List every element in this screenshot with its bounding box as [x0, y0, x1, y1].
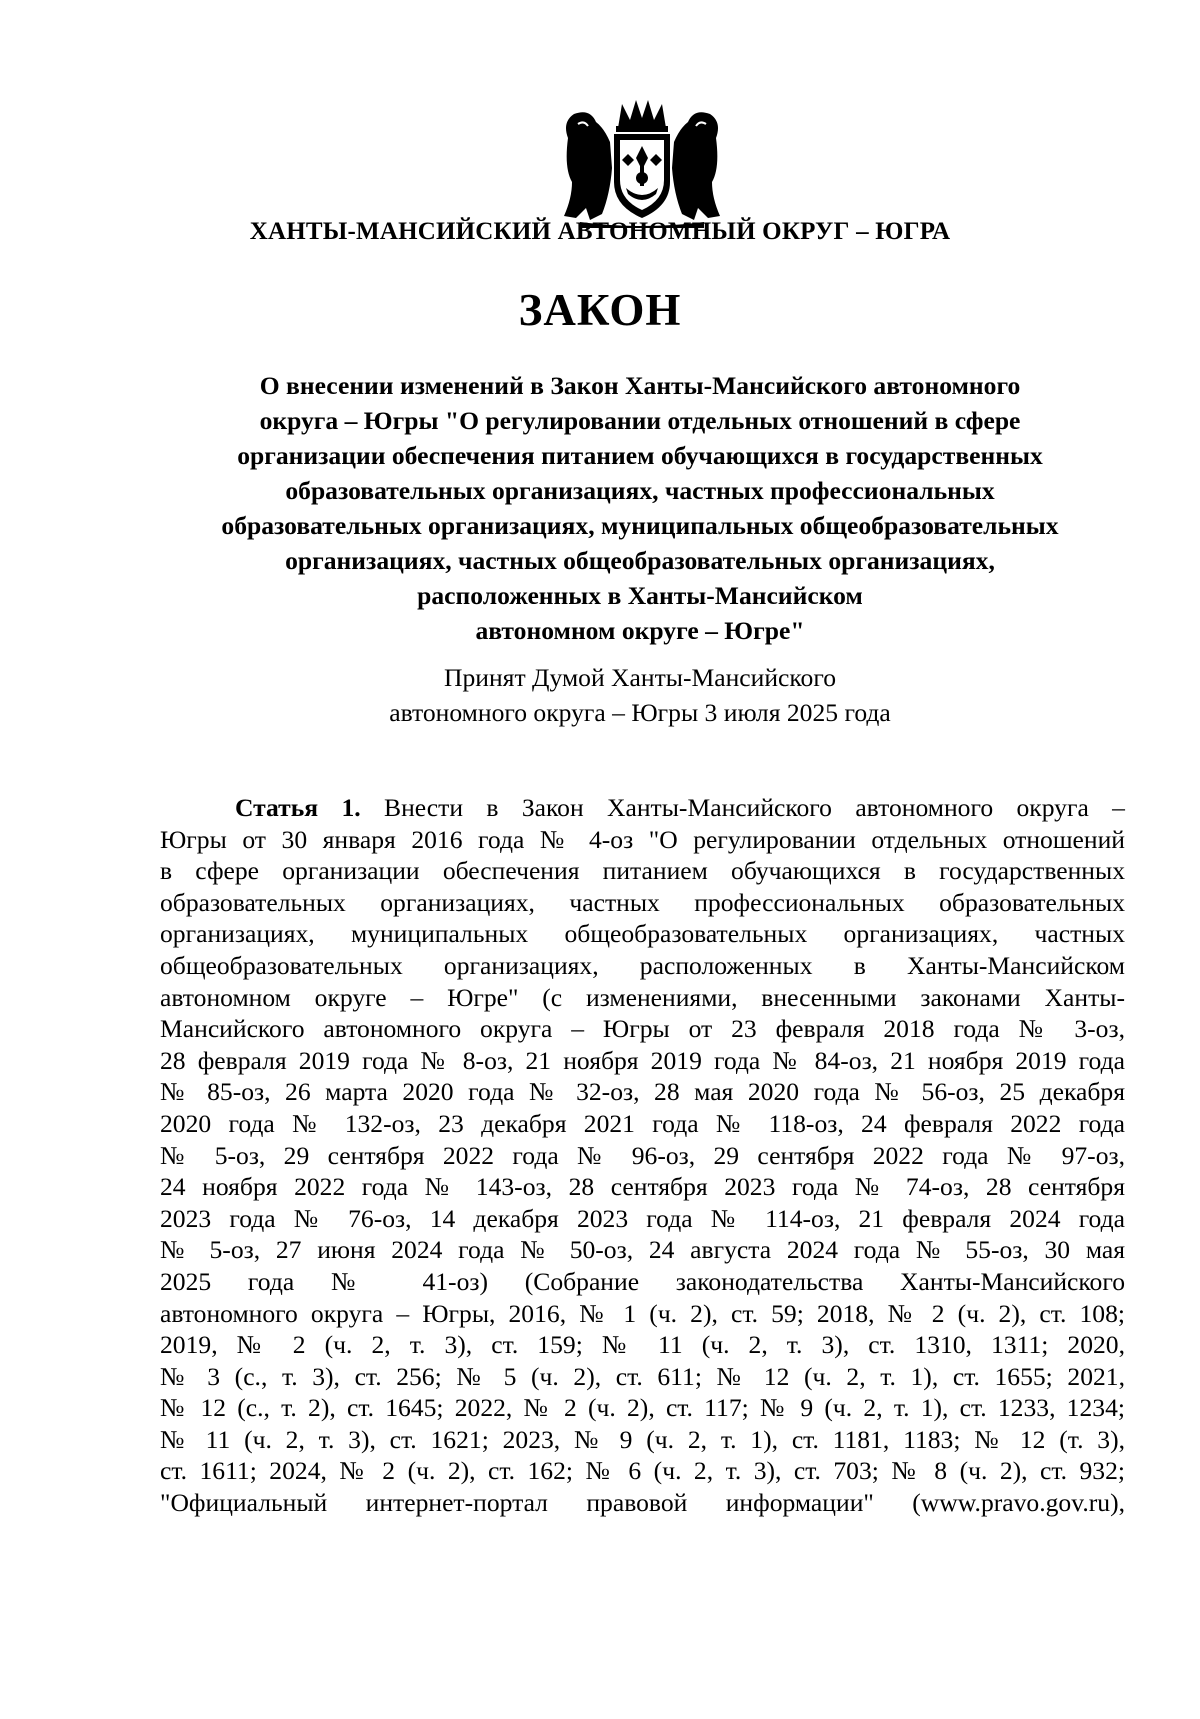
article-line: 2025 года № 41-оз) (Собрание законодательства Ханты-Мансийского — [160, 1266, 1125, 1296]
article-line: № 5-оз, 27 июня 2024 года № 50-оз, 24 августа 2024 года № 55-оз, 30 мая — [160, 1235, 1125, 1265]
article-1-text — [160, 792, 1125, 1519]
subject-line: организациях, частных общеобразовательных организациях, — [285, 546, 995, 575]
subject-line: округа – Югры "О регулировании отдельных отношений в сфере — [259, 406, 1021, 435]
law-subject-title — [150, 368, 1130, 648]
article-label: Статья 1. — [235, 793, 361, 822]
article-line: автономного округа – Югры, 2016, № 1 (ч. 2), ст. 59; 2018, № 2 (ч. 2), ст. 108; — [160, 1298, 1125, 1328]
article-line: № 3 (с., т. 3), ст. 256; № 5 (ч. 2), ст. 611; № 12 (ч. 2, т. 1), ст. 1655; 2021, — [160, 1361, 1125, 1391]
coat-of-arms-emblem — [560, 98, 724, 228]
article-line: Югры от 30 января 2016 года № 4-оз "О регулировании отдельных отношений — [160, 824, 1125, 854]
article-line: "Официальный интернет-портал правовой информации" (www.pravo.gov.ru), — [160, 1488, 1125, 1518]
article-line: Мансийского автономного округа – Югры от 23 февраля 2018 года № 3-оз, — [160, 1014, 1125, 1044]
article-line: организациях, муниципальных общеобразовательных организациях, частных — [160, 919, 1125, 949]
adoption-line: Принят Думой Ханты-Мансийского — [444, 663, 836, 692]
adoption-note — [150, 660, 1130, 730]
article-line: № 85-оз, 26 марта 2020 года № 32-оз, 28 мая 2020 года № 56-оз, 25 декабря — [160, 1077, 1125, 1107]
subject-line: О внесении изменений в Закон Ханты-Мансийского автономного — [259, 371, 1021, 400]
article-line: № 11 (ч. 2, т. 3), ст. 1621; 2023, № 9 (ч. 2, т. 1), ст. 1181, 1183; № 12 (т. 3), — [160, 1424, 1125, 1454]
article-line: 28 февраля 2019 года № 8-оз, 21 ноября 2019 года № 84-оз, 21 ноября 2019 года — [160, 1045, 1125, 1075]
subject-line: расположенных в Ханты-Мансийском — [417, 581, 863, 610]
article-line: № 12 (с., т. 2), ст. 1645; 2022, № 2 (ч. 2), ст. 117; № 9 (ч. 2, т. 1), ст. 1233, 1234; — [160, 1393, 1125, 1423]
article-line: 2020 года № 132-оз, 23 декабря 2021 года № 118-оз, 24 февраля 2022 года — [160, 1108, 1125, 1138]
subject-line: образовательных организациях, частных профессиональных — [285, 476, 995, 505]
article-line: 2023 года № 76-оз, 14 декабря 2023 года № 114-оз, 21 февраля 2024 года — [160, 1203, 1125, 1233]
article-line: автономном округе – Югре" (с изменениями, внесенными законами Ханты- — [160, 982, 1125, 1012]
subject-line: образовательных организациях, муниципальных общеобразовательных — [221, 511, 1059, 540]
document-type-title: ЗАКОН — [518, 285, 682, 335]
article-first-line-text: Внести в Закон Ханты-Мансийского автономного округа – — [384, 793, 1125, 822]
region-heading: ХАНТЫ-МАНСИЙСКИЙ АВТОНОМНЫЙ ОКРУГ – ЮГРА — [249, 218, 951, 245]
article-line: 24 ноября 2022 года № 143-оз, 28 сентября 2023 года № 74-оз, 28 сентября — [160, 1172, 1125, 1202]
article-first-line — [160, 792, 1125, 824]
subject-line: организации обеспечения питанием обучающихся в государственных — [237, 441, 1043, 470]
article-line: в сфере организации обеспечения питанием обучающихся в государственных — [160, 856, 1125, 886]
article-line: ст. 1611; 2024, № 2 (ч. 2), ст. 162; № 6 (ч. 2, т. 3), ст. 703; № 8 (ч. 2), ст. 932; — [160, 1456, 1125, 1486]
article-line: общеобразовательных организациях, расположенных в Ханты-Мансийском — [160, 950, 1125, 980]
adoption-line: автономного округа – Югры 3 июля 2025 года — [389, 698, 891, 727]
subject-line: автономном округе – Югре" — [475, 616, 805, 645]
article-line: № 5-оз, 29 сентября 2022 года № 96-оз, 29 сентября 2022 года № 97-оз, — [160, 1140, 1125, 1170]
article-line: образовательных организациях, частных профессиональных образовательных — [160, 887, 1125, 917]
article-line: 2019, № 2 (ч. 2, т. 3), ст. 159; № 11 (ч. 2, т. 3), ст. 1310, 1311; 2020, — [160, 1330, 1125, 1360]
